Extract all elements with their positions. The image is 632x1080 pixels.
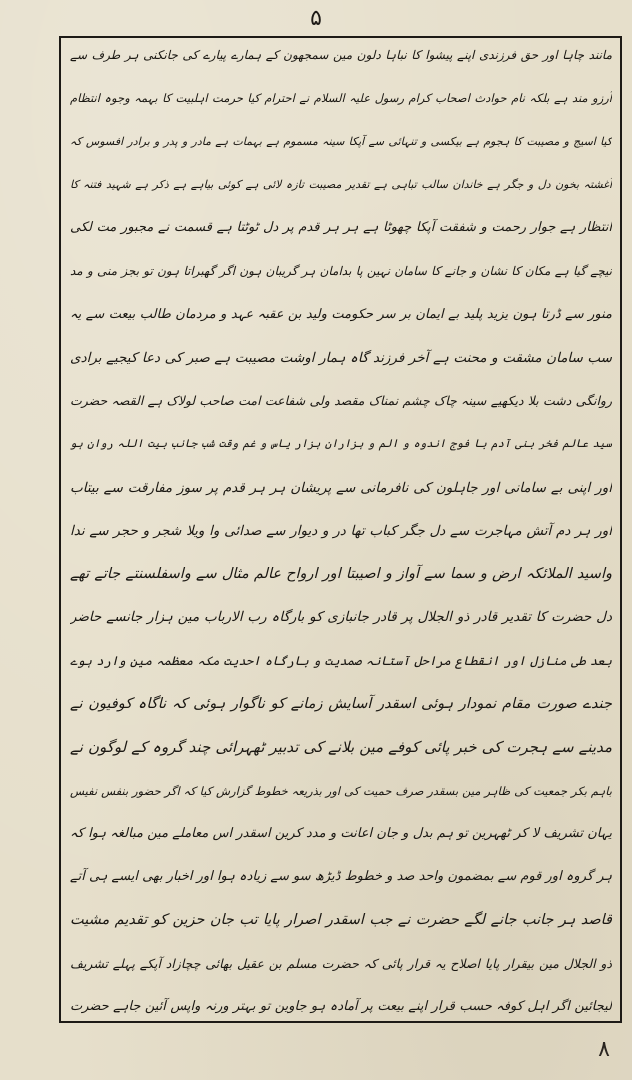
text-line: سید عالم فخر بنی آدم با فوج اندوہ و الم و ہزاران ہزار یاس و غم وقت شب جانب بیت اللہ روان ہو bbox=[70, 437, 612, 451]
text-line: مانند چاہا اور حق فرزندی اپنے پیشوا کا نباہا دلون مین سمجھون کے ہمارے پیارے کی جانکنی ہر طرف سے bbox=[70, 48, 612, 62]
text-line: انتظار ہے جوار رحمت و شفقت آپکا چھوٹا ہے ہر ہر قدم پر دل ٹوٹتا ہے قسمت نے مجبور مت لکی bbox=[70, 220, 612, 236]
page-number: ۵ bbox=[310, 6, 322, 31]
text-line: سب سامان مشقت و محنت ہے آخر فرزند گاہ ہمار اوشت مصیبت ہے صبر کی دعا کیجیے برادی bbox=[70, 349, 612, 366]
text-line: واسید الملائکہ ارض و سما سے آواز و اصیبتا اور ارواح عالم مثال سے واسفلسنتے جاتے تھے bbox=[70, 566, 612, 583]
text-body bbox=[70, 40, 612, 1022]
text-line: اور اپنی بے سامانی اور جاہلون کی نافرمانی سے پریشان ہر ہر قدم پر سوز مفارقت سے بیتاب bbox=[70, 479, 612, 496]
text-line: روانگی دشت بلا دیکھیے سینہ چاک چشم نمناک مقصد ولی شفاعت امت صاحب لولاک ہے القصہ حضرت bbox=[70, 393, 612, 409]
text-line: ہر گروہ اور قوم سے بمضمون واحد صد و خطوط ڈیڑھ سو سے زیادہ ہوا اور اخبار بھی ایسے ہی آتے bbox=[70, 869, 612, 885]
corner-mark: ۸ bbox=[598, 1037, 610, 1062]
text-line: آغشتہ بخون دل و جگر ہے خاندان سالب تباہی ہے تقدیر مصیبت تازہ لائی ہے کوئی بیاہے ہے ذکر ہے شہید فتنہ کا bbox=[70, 177, 612, 191]
text-line: اور ہر دم آتش مہاجرت سے دل جگر کباب تھا در و دیوار سے صدائی وا ویلا شجر و حجر سے ندا bbox=[70, 522, 612, 539]
text-line: لیجائین اگر اہل کوفہ حسب قرار اپنے بیعت پر آمادہ ہو جاوین تو بہتر ورنہ واپس آئین جاہے حضرت bbox=[70, 998, 612, 1014]
text-line: بعد طی منازل اور انقطاع مراحل آستانہ صمدیت و بارگاہ احدیت مکہ معظمہ مین وارد ہوے bbox=[70, 652, 612, 668]
text-line: کیا اسیج و مصیبت کا ہجوم ہے بیکسی و تنہائی سے آپکا سینہ مسموم ہے بہمات ہے مادر و پدر و برادر افسوس کہ bbox=[70, 134, 612, 148]
text-line: قاصد ہر جانب جانے لگے حضرت نے جب اسقدر اصرار پایا تب جان حزین کو تقدیم مشیت bbox=[70, 912, 612, 929]
text-line: نیچے گیا ہے مکان کا نشان و جانے کا سامان نہین پا بدامان ہر گریبان ہون اگر گھبراتا ہون تو بجز منی و مد bbox=[70, 264, 612, 279]
text-line: دل حضرت کا تقدیر قادر ذو الجلال پر قادر جانبازی کو بارگاہ رب الارباب مین ہزار جانسے حاضر bbox=[70, 609, 612, 626]
text-line: باہم بکر جمعیت کی ظاہر مین بسقدر صرف حمیت کی اور بذریعہ خطوط گزارش کیا کہ اگر حضور بنفس نفیس bbox=[70, 783, 612, 798]
text-line: منور سے ڈرتا ہون یزید پلید بے ایمان بر سر حکومت ولید بن عقبہ عہد و مردمان طالب بیعت سے یہ bbox=[70, 306, 612, 322]
text-line: ذو الجلال مین بیقرار پایا اصلاح یہ قرار پائی کہ حضرت مسلم بن عقیل بھائی چچازاد آپکے پہلے تشریف bbox=[70, 955, 612, 971]
text-line: مدینے سے ہجرت کی خبر پائی کوفے مین بلانے کی تدبیر ٹھہرائی چند گروہ کے لوگون نے bbox=[70, 738, 612, 757]
text-line: آرزو مند ہے بلکہ نام حوادث اصحاب کرام رسول علیہ السلام نے احترام کیا حرمت اہلبیت کا بہمہ وجوہ انتظام bbox=[70, 91, 612, 106]
text-line: یہان تشریف لا کر ٹھہرین تو ہم بدل و جان اعانت و مدد کرین اسقدر اس معاملے مین مبالغہ ہوا کہ bbox=[70, 825, 612, 841]
text-line: جندے صورت مقام نمودار ہوئی اسقدر آسایش زمانے کو ناگوار ہوئی کہ ناگاہ کوفیون نے bbox=[70, 695, 612, 712]
